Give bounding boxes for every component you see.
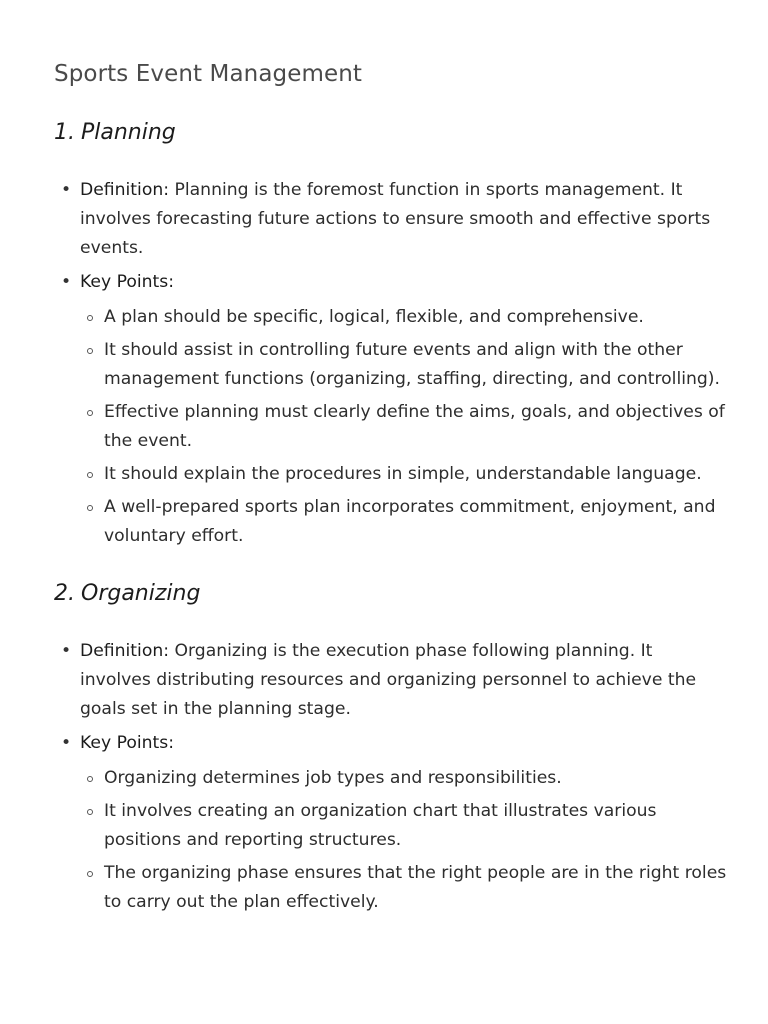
key-points-item xyxy=(54,729,728,917)
section-planning xyxy=(54,118,728,551)
definition-label: Definition: xyxy=(80,641,170,661)
key-point: The organizing phase ensures that the right people are in the right roles to carry out the plan effectively. xyxy=(80,859,728,917)
key-points-list xyxy=(80,764,728,917)
key-points-item xyxy=(54,268,728,551)
definition-item xyxy=(54,176,728,263)
key-point: It should assist in controlling future events and align with the other management functions (organizing, staffing, directing, and controlling). xyxy=(80,336,728,394)
section-number: 2. xyxy=(54,581,75,606)
key-points-label: Key Points: xyxy=(80,272,175,292)
section-organizing xyxy=(54,579,728,917)
key-points-list xyxy=(80,303,728,551)
definition-text: Planning is the foremost function in sports management. It involves forecasting future actions to ensure smooth and effective sports events. xyxy=(80,180,711,258)
definition-item xyxy=(54,637,728,724)
section-heading xyxy=(54,579,728,609)
definition-label: Definition: xyxy=(80,180,170,200)
key-point: A well-prepared sports plan incorporates commitment, enjoyment, and voluntary effort. xyxy=(80,493,728,551)
key-point: Effective planning must clearly define the aims, goals, and objectives of the event. xyxy=(80,398,728,456)
bullet-list xyxy=(54,176,728,551)
document-title: Sports Event Management xyxy=(54,61,363,87)
key-point: A plan should be specific, logical, flexible, and comprehensive. xyxy=(80,303,728,332)
section-title: Planning xyxy=(81,120,176,145)
key-point: Organizing determines job types and responsibilities. xyxy=(80,764,728,793)
section-number: 1. xyxy=(54,120,75,145)
section-title: Organizing xyxy=(81,581,201,606)
key-point: It involves creating an organization chart that illustrates various positions and reporting structures. xyxy=(80,797,728,855)
definition-text: Organizing is the execution phase following planning. It involves distributing resources and organizing personnel to achieve the goals set in the planning stage. xyxy=(80,641,697,719)
bullet-list xyxy=(54,637,728,917)
key-point: It should explain the procedures in simple, understandable language. xyxy=(80,460,728,489)
section-heading xyxy=(54,118,728,148)
key-points-label: Key Points: xyxy=(80,733,175,753)
